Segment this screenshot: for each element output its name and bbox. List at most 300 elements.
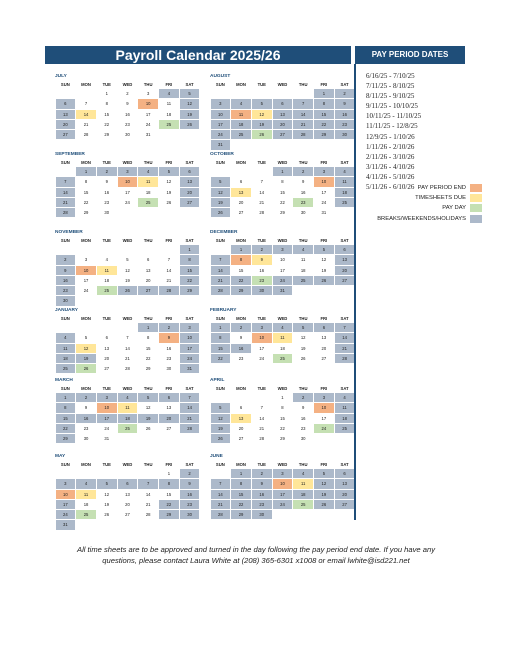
- empty-cell: [118, 208, 138, 217]
- weekday-label: MON: [236, 462, 246, 467]
- day-cell: 13: [145, 267, 151, 273]
- empty-cell: [97, 245, 117, 254]
- day-cell: 12: [166, 179, 172, 185]
- day-cell: 13: [56, 110, 76, 119]
- weekday-header: [210, 315, 355, 323]
- day-cell: 22: [180, 276, 200, 285]
- day-cell: 18: [293, 490, 313, 499]
- week-row: [55, 276, 200, 286]
- day-cell: 6: [314, 323, 334, 332]
- weekday-label: MON: [81, 462, 91, 467]
- week-row: [55, 286, 200, 296]
- day-cell: 27: [335, 276, 355, 285]
- month-name: JULY: [55, 74, 67, 79]
- day-cell: 15: [238, 267, 244, 273]
- pay-period-list: [366, 71, 476, 192]
- weekday-label: MON: [236, 238, 246, 243]
- day-cell: 19: [300, 345, 306, 351]
- empty-cell: [76, 520, 96, 529]
- day-cell: 16: [166, 345, 172, 351]
- day-cell: 30: [252, 286, 272, 295]
- day-cell: 18: [104, 277, 110, 283]
- day-cell: 20: [104, 355, 110, 361]
- day-cell: 24: [273, 500, 293, 509]
- day-cell: 13: [166, 405, 172, 411]
- day-cell: 30: [56, 296, 76, 305]
- empty-cell: [211, 469, 231, 478]
- day-cell: 9: [252, 479, 272, 488]
- day-cell: 21: [259, 199, 265, 205]
- weekday-header: [55, 237, 200, 245]
- empty-cell: [231, 167, 251, 176]
- empty-cell: [211, 89, 231, 98]
- day-cell: 10: [118, 177, 138, 186]
- weekday-header: [210, 461, 355, 469]
- day-cell: 21: [211, 500, 231, 509]
- day-cell: 11: [166, 101, 172, 107]
- day-cell: 27: [180, 198, 200, 207]
- day-cell: 27: [335, 500, 355, 509]
- weekday-label: MON: [236, 316, 246, 321]
- day-cell: 17: [273, 490, 293, 499]
- day-cell: 14: [166, 267, 172, 273]
- day-cell: 26: [211, 434, 231, 443]
- weekday-label: SUN: [215, 160, 225, 165]
- month-name: DECEMBER: [210, 230, 238, 235]
- day-cell: 2: [335, 89, 355, 98]
- day-cell: 6: [159, 393, 179, 402]
- day-cell: 6: [56, 99, 76, 108]
- day-cell: 18: [118, 414, 138, 423]
- week-row: [55, 520, 200, 530]
- weekday-label: WED: [122, 160, 133, 165]
- day-cell: 5: [211, 177, 231, 186]
- day-cell: 16: [252, 490, 272, 499]
- empty-cell: [76, 245, 96, 254]
- day-cell: 9: [301, 179, 305, 185]
- day-cell: 1: [314, 89, 334, 98]
- day-cell: 5: [126, 257, 129, 263]
- week-row: [55, 266, 200, 276]
- pay-period-item: 4/11/26 - 5/10/26: [366, 172, 415, 181]
- day-cell: 10: [314, 177, 334, 186]
- day-cell: 12: [125, 267, 130, 273]
- day-cell: 3: [273, 245, 293, 254]
- day-cell: 10: [76, 266, 96, 275]
- day-cell: 24: [56, 510, 76, 519]
- day-cell: 2: [180, 469, 200, 478]
- day-cell: 17: [125, 189, 130, 195]
- weekday-label: WED: [122, 316, 133, 321]
- week-row: [55, 255, 200, 265]
- weekday-label: THU: [298, 386, 308, 391]
- empty-cell: [252, 167, 272, 176]
- pay-period-item: 7/11/25 - 8/10/25: [366, 82, 415, 91]
- weekday-label: THU: [298, 238, 308, 243]
- day-cell: 8: [231, 479, 251, 488]
- day-cell: 11: [138, 177, 158, 186]
- empty-cell: [118, 296, 138, 305]
- empty-cell: [273, 89, 293, 98]
- weekday-label: SAT: [340, 316, 349, 321]
- day-cell: 20: [125, 501, 130, 507]
- month-november: [55, 228, 200, 307]
- month-name: JUNE: [210, 454, 223, 459]
- empty-cell: [118, 434, 138, 443]
- day-cell: 27: [166, 425, 172, 431]
- day-cell: 15: [231, 490, 251, 499]
- week-row: [210, 130, 355, 140]
- empty-cell: [138, 434, 158, 443]
- empty-cell: [273, 510, 293, 519]
- week-row: [210, 434, 355, 444]
- day-cell: 25: [335, 424, 355, 433]
- day-cell: 8: [159, 479, 179, 488]
- week-row: [210, 188, 355, 198]
- day-cell: 13: [231, 188, 251, 197]
- day-cell: 4: [138, 167, 158, 176]
- day-cell: 22: [231, 276, 251, 285]
- day-cell: 5: [314, 469, 334, 478]
- weekday-label: THU: [143, 238, 153, 243]
- day-cell: 4: [293, 469, 313, 478]
- day-cell: 22: [56, 424, 76, 433]
- weekday-label: SAT: [340, 462, 349, 467]
- week-row: [55, 354, 200, 364]
- pay-period-item: 3/11/26 - 4/10/26: [366, 162, 415, 171]
- weekday-label: SAT: [185, 386, 194, 391]
- weekday-label: WED: [277, 82, 288, 87]
- day-cell: 30: [252, 510, 272, 519]
- empty-cell: [159, 130, 179, 139]
- day-cell: 24: [273, 276, 293, 285]
- day-cell: 16: [76, 414, 96, 423]
- day-cell: 26: [314, 276, 334, 285]
- weekday-label: SUN: [60, 238, 70, 243]
- day-cell: 28: [83, 132, 89, 138]
- day-cell: 27: [125, 512, 130, 518]
- day-cell: 11: [293, 479, 313, 488]
- day-cell: 12: [145, 405, 151, 411]
- weekday-label: SUN: [60, 462, 70, 467]
- day-cell: 20: [273, 120, 293, 129]
- day-cell: 5: [314, 245, 334, 254]
- day-cell: 14: [259, 415, 265, 421]
- weekday-label: SAT: [185, 462, 194, 467]
- weekday-label: FRI: [165, 82, 173, 87]
- day-cell: 28: [159, 286, 179, 295]
- day-cell: 21: [293, 120, 313, 129]
- day-cell: 2: [293, 167, 313, 176]
- month-july: [55, 72, 200, 140]
- footer-note: All time sheets are to be approved and turned in the day following the pay period end date. If you have any questions, please contact Laura White at (208) 365-6301 x1008 or email lwhite@isd221.net: [77, 545, 435, 565]
- week-row: [210, 110, 355, 120]
- weekday-label: TUE: [102, 82, 111, 87]
- empty-cell: [180, 520, 200, 529]
- day-cell: 6: [273, 99, 293, 108]
- day-cell: 6: [146, 257, 150, 263]
- legend-item-breaks: [366, 214, 484, 224]
- day-cell: 17: [211, 120, 231, 129]
- day-cell: 13: [125, 491, 130, 497]
- week-row: [55, 198, 200, 208]
- day-cell: 16: [259, 267, 265, 273]
- day-cell: 9: [56, 266, 76, 275]
- day-cell: 20: [321, 345, 327, 351]
- weekday-label: WED: [277, 316, 288, 321]
- day-cell: 8: [180, 255, 200, 264]
- day-cell: 17: [280, 267, 285, 273]
- week-row: [55, 500, 200, 510]
- empty-cell: [76, 89, 96, 98]
- day-cell: 19: [104, 501, 110, 507]
- day-cell: 29: [145, 366, 151, 372]
- day-cell: 23: [125, 121, 130, 127]
- day-cell: 23: [335, 120, 355, 129]
- day-cell: 7: [211, 255, 231, 264]
- day-cell: 5: [97, 479, 117, 488]
- empty-cell: [293, 510, 313, 519]
- weekday-label: WED: [122, 386, 133, 391]
- weekday-label: THU: [143, 82, 153, 87]
- week-row: [210, 198, 355, 208]
- weekday-label: WED: [277, 386, 288, 391]
- empty-cell: [118, 469, 138, 478]
- day-cell: 18: [300, 267, 306, 273]
- week-row: [55, 177, 200, 187]
- weekday-label: SUN: [215, 386, 225, 391]
- week-row: [55, 333, 200, 343]
- day-cell: 22: [104, 121, 110, 127]
- day-cell: 29: [280, 436, 285, 442]
- day-cell: 30: [166, 366, 172, 372]
- weekday-label: FRI: [320, 160, 328, 165]
- weekday-label: SUN: [215, 316, 225, 321]
- day-cell: 15: [56, 414, 76, 423]
- weekday-label: TUE: [257, 160, 266, 165]
- day-cell: 7: [260, 405, 263, 411]
- day-cell: 4: [273, 323, 293, 332]
- month-february: [210, 306, 355, 364]
- day-cell: 22: [145, 355, 151, 361]
- day-cell: 30: [300, 436, 306, 442]
- week-row: [210, 177, 355, 187]
- day-cell: 8: [281, 405, 284, 411]
- day-cell: 9: [159, 333, 179, 342]
- week-row: [210, 208, 355, 218]
- day-cell: 15: [166, 491, 172, 497]
- day-cell: 16: [104, 189, 110, 195]
- day-cell: 23: [238, 355, 244, 361]
- day-cell: 31: [104, 436, 110, 442]
- weekday-header: [55, 159, 200, 167]
- month-august: [210, 72, 355, 151]
- day-cell: 7: [260, 179, 263, 185]
- day-cell: 8: [314, 99, 334, 108]
- weekday-label: TUE: [257, 238, 266, 243]
- day-cell: 13: [231, 414, 251, 423]
- day-cell: 18: [335, 414, 355, 423]
- day-cell: 13: [335, 479, 355, 488]
- day-cell: 28: [180, 424, 200, 433]
- day-cell: 25: [273, 354, 293, 363]
- day-cell: 12: [300, 335, 306, 341]
- day-cell: 15: [180, 266, 200, 275]
- weekday-label: SUN: [215, 238, 225, 243]
- weekday-label: THU: [143, 462, 153, 467]
- empty-cell: [293, 89, 313, 98]
- day-cell: 14: [335, 333, 355, 342]
- week-row: [55, 130, 200, 140]
- empty-cell: [314, 140, 334, 149]
- day-cell: 19: [180, 110, 200, 119]
- day-cell: 28: [293, 130, 313, 139]
- empty-cell: [231, 393, 251, 402]
- day-cell: 9: [239, 335, 243, 341]
- day-cell: 27: [56, 130, 76, 139]
- day-cell: 19: [252, 120, 272, 129]
- day-cell: 6: [118, 479, 138, 488]
- empty-cell: [118, 245, 138, 254]
- week-row: [210, 266, 355, 276]
- day-cell: 21: [83, 121, 89, 127]
- week-row: [210, 403, 355, 413]
- day-cell: 1: [56, 393, 76, 402]
- weekday-label: SAT: [340, 386, 349, 391]
- day-cell: 5: [293, 323, 313, 332]
- day-cell: 21: [259, 425, 265, 431]
- day-cell: 29: [231, 510, 251, 519]
- day-cell: 13: [104, 345, 110, 351]
- week-row: [55, 393, 200, 403]
- day-cell: 1: [76, 167, 96, 176]
- day-cell: 22: [280, 199, 285, 205]
- empty-cell: [138, 469, 158, 478]
- day-cell: 12: [180, 99, 200, 108]
- day-cell: 28: [211, 286, 231, 295]
- day-cell: 10: [273, 479, 293, 488]
- legend-label: PAY PERIOD END: [417, 185, 466, 191]
- day-cell: 2: [252, 245, 272, 254]
- weekday-label: WED: [277, 462, 288, 467]
- legend-label: PAY DAY: [442, 205, 466, 212]
- day-cell: 28: [125, 366, 130, 372]
- day-cell: 23: [56, 286, 76, 295]
- day-cell: 18: [145, 189, 151, 195]
- week-row: [55, 89, 200, 99]
- pay-period-item: 9/11/25 - 10/10/25: [366, 102, 418, 111]
- day-cell: 27: [238, 210, 244, 216]
- pay-period-item: 10/11/25 - 11/10/25: [366, 112, 422, 121]
- week-row: [210, 323, 355, 333]
- weekday-label: MON: [81, 316, 91, 321]
- day-cell: 4: [76, 479, 96, 488]
- day-cell: 31: [180, 364, 200, 373]
- day-cell: 13: [335, 255, 355, 264]
- week-row: [210, 490, 355, 500]
- day-cell: 26: [145, 425, 151, 431]
- day-cell: 21: [211, 276, 231, 285]
- legend-label: BREAKS/WEEKENDS/HOLIDAYS: [377, 215, 466, 222]
- day-cell: 18: [83, 501, 89, 507]
- weekday-label: SAT: [185, 82, 194, 87]
- empty-cell: [335, 208, 355, 217]
- day-cell: 7: [180, 393, 200, 402]
- day-cell: 11: [97, 266, 117, 275]
- day-cell: 3: [56, 479, 76, 488]
- day-cell: 10: [211, 110, 231, 119]
- day-cell: 15: [104, 111, 110, 117]
- week-row: [210, 344, 355, 354]
- day-cell: 18: [231, 120, 251, 129]
- day-cell: 17: [321, 189, 327, 195]
- legend-item-pay-day: [366, 203, 484, 213]
- day-cell: 17: [321, 415, 327, 421]
- pay-period-item: 1/11/26 - 2/10/26: [366, 142, 415, 151]
- empty-cell: [76, 296, 96, 305]
- weekday-header: [55, 315, 200, 323]
- day-cell: 21: [145, 501, 151, 507]
- empty-cell: [314, 510, 334, 519]
- legend-swatch: [470, 204, 482, 212]
- day-cell: 14: [145, 491, 151, 497]
- week-row: [55, 323, 200, 333]
- week-row: [55, 490, 200, 500]
- month-december: [210, 228, 355, 296]
- empty-cell: [159, 296, 179, 305]
- empty-cell: [180, 208, 200, 217]
- weekday-label: SUN: [60, 386, 70, 391]
- day-cell: 25: [159, 120, 179, 129]
- day-cell: 20: [238, 199, 244, 205]
- day-cell: 2: [76, 393, 96, 402]
- day-cell: 6: [239, 405, 243, 411]
- day-cell: 19: [138, 414, 158, 423]
- day-cell: 19: [211, 424, 231, 433]
- day-cell: 28: [211, 510, 231, 519]
- day-cell: 1: [180, 245, 200, 254]
- day-cell: 19: [314, 490, 334, 499]
- day-cell: 19: [76, 354, 96, 363]
- day-cell: 23: [104, 199, 110, 205]
- day-cell: 29: [280, 210, 285, 216]
- month-name: OCTOBER: [210, 152, 234, 157]
- day-cell: 11: [76, 490, 96, 499]
- week-row: [210, 333, 355, 343]
- week-row: [55, 510, 200, 520]
- day-cell: 25: [138, 198, 158, 207]
- day-cell: 5: [138, 393, 158, 402]
- week-row: [210, 354, 355, 364]
- day-cell: 16: [300, 415, 306, 421]
- empty-cell: [211, 245, 231, 254]
- day-cell: 30: [125, 132, 130, 138]
- day-cell: 22: [314, 120, 334, 129]
- empty-cell: [314, 434, 334, 443]
- weekday-header: [55, 461, 200, 469]
- day-cell: 7: [84, 101, 88, 107]
- day-cell: 26: [104, 512, 110, 518]
- weekday-label: SAT: [185, 160, 194, 165]
- week-row: [210, 276, 355, 286]
- day-cell: 15: [211, 344, 231, 353]
- empty-cell: [273, 140, 293, 149]
- empty-cell: [159, 245, 179, 254]
- pay-period-item: 2/11/26 - 3/10/26: [366, 152, 415, 161]
- day-cell: 10: [97, 403, 117, 412]
- pay-period-item: 6/16/25 - 7/10/25: [366, 72, 415, 80]
- day-cell: 25: [76, 510, 96, 519]
